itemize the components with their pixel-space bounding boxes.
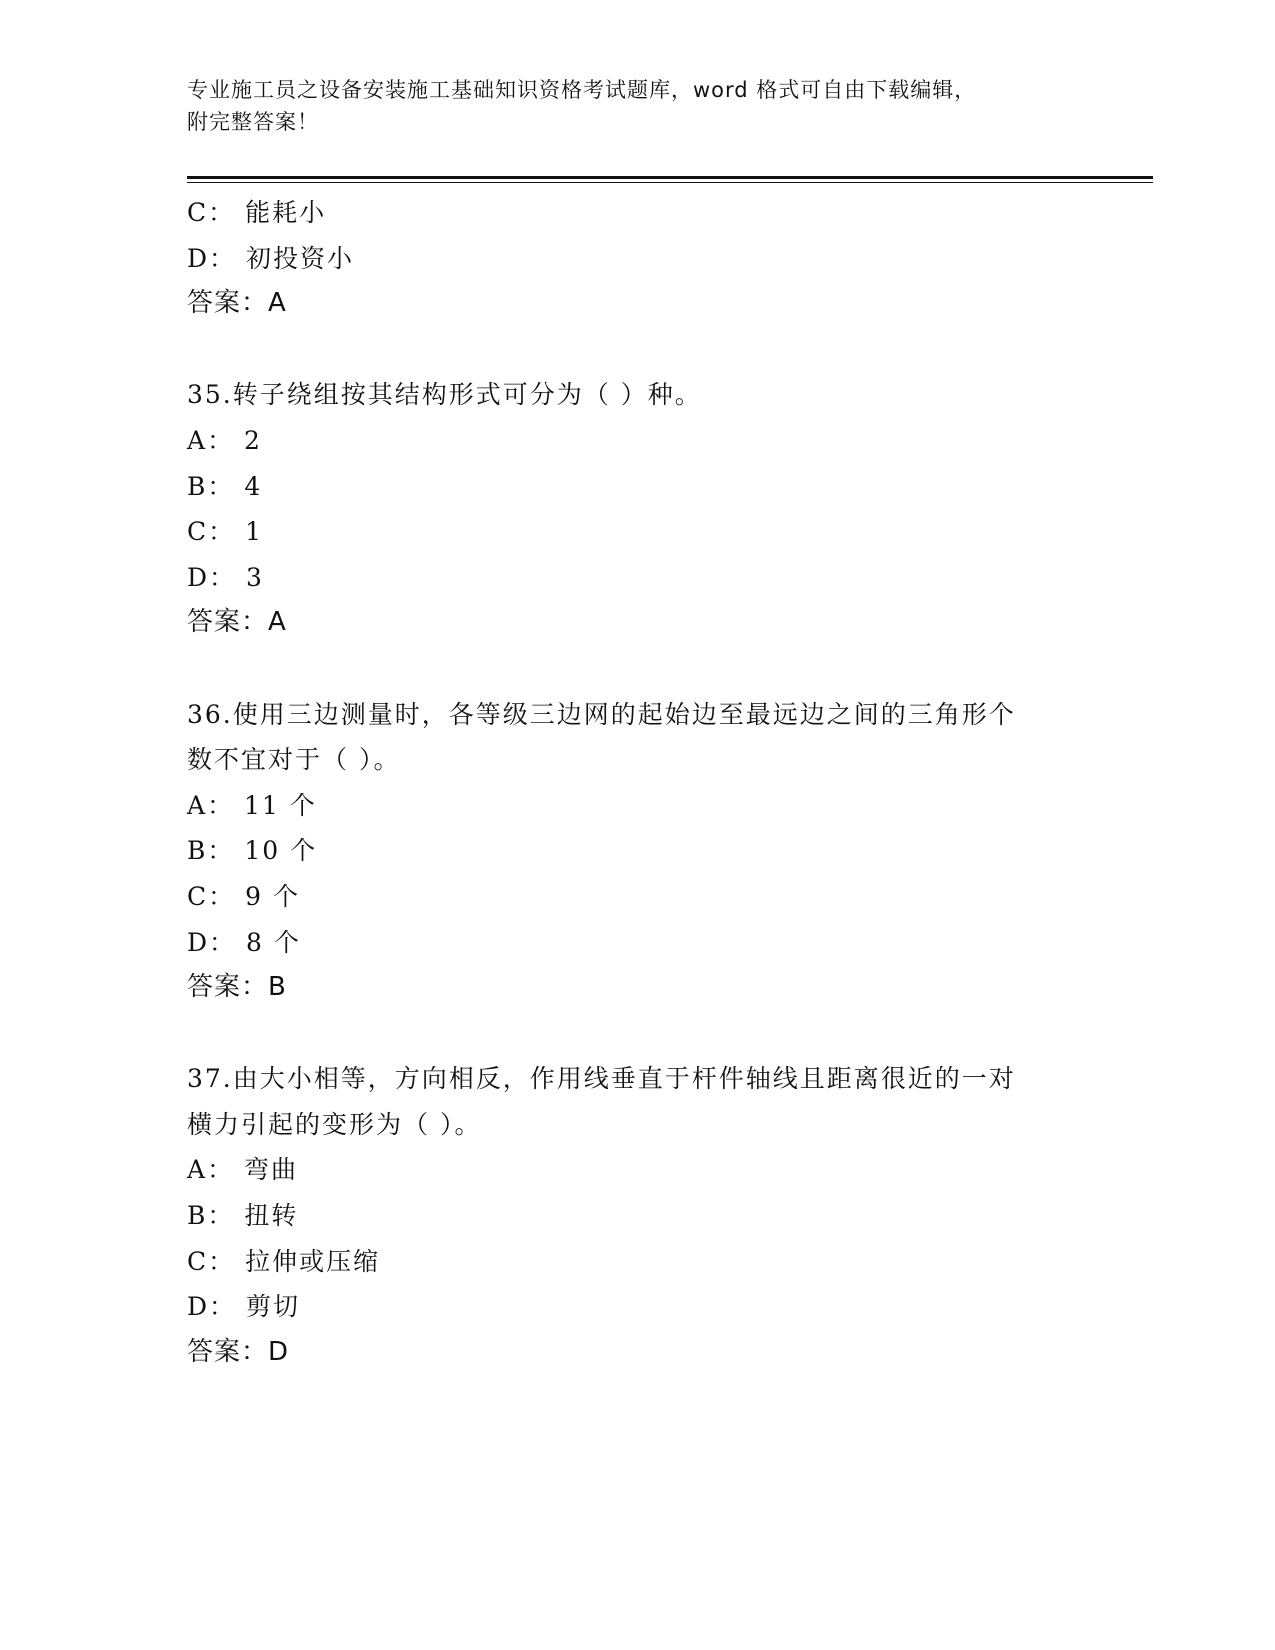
question-stem: 35.转子绕组按其结构形式可分为（ ）种。 [187, 380, 702, 410]
answer-line: 答案：A [187, 607, 287, 638]
option-c: C： 9 个 [187, 881, 300, 911]
spacer [187, 1011, 1107, 1057]
option-d: D： 3 [187, 562, 264, 592]
answer-line: 答案：A [187, 288, 287, 319]
question-stem-continued: 横力引起的变形为（ ）。 [187, 1109, 482, 1139]
answer-line: 答案：D [187, 1336, 290, 1367]
partial-question [187, 190, 1107, 327]
option-a: A： 2 [187, 425, 262, 455]
question-36 [187, 692, 1107, 1011]
option-a: A： 11 个 [187, 790, 317, 820]
question-35 [187, 372, 1107, 646]
option-d: D： 剪切 [187, 1292, 301, 1322]
option-b: B： 扭转 [187, 1201, 299, 1231]
document-header [187, 74, 1087, 138]
answer-line: 答案：B [187, 972, 287, 1003]
question-37 [187, 1056, 1107, 1375]
spacer [187, 646, 1107, 692]
option-c: C： 拉伸或压缩 [187, 1246, 381, 1276]
question-stem-continued: 数不宜对于（ ）。 [187, 745, 401, 775]
option-b: B： 10 个 [187, 836, 318, 866]
question-stem: 37.由大小相等，方向相反，作用线垂直于杆件轴线且距离很近的一对 [187, 1064, 1016, 1094]
spacer [187, 327, 1107, 373]
question-stem: 36.使用三边测量时，各等级三边网的起始边至最远边之间的三角形个 [187, 699, 1016, 729]
header-line-1: 专业施工员之设备安装施工基础知识资格考试题库，word 格式可自由下载编辑， [187, 78, 977, 102]
header-divider-thick [187, 176, 1153, 179]
option-a: A： 弯曲 [187, 1155, 299, 1185]
option-c: C： 能耗小 [187, 198, 327, 227]
option-d: D： 初投资小 [187, 243, 355, 273]
header-line-2: 附完整答案！ [187, 110, 319, 134]
option-b: B： 4 [187, 471, 263, 501]
header-divider-thin [187, 182, 1153, 183]
option-d: D： 8 个 [187, 927, 301, 957]
option-c: C： 1 [187, 517, 263, 547]
question-content [187, 190, 1107, 1375]
